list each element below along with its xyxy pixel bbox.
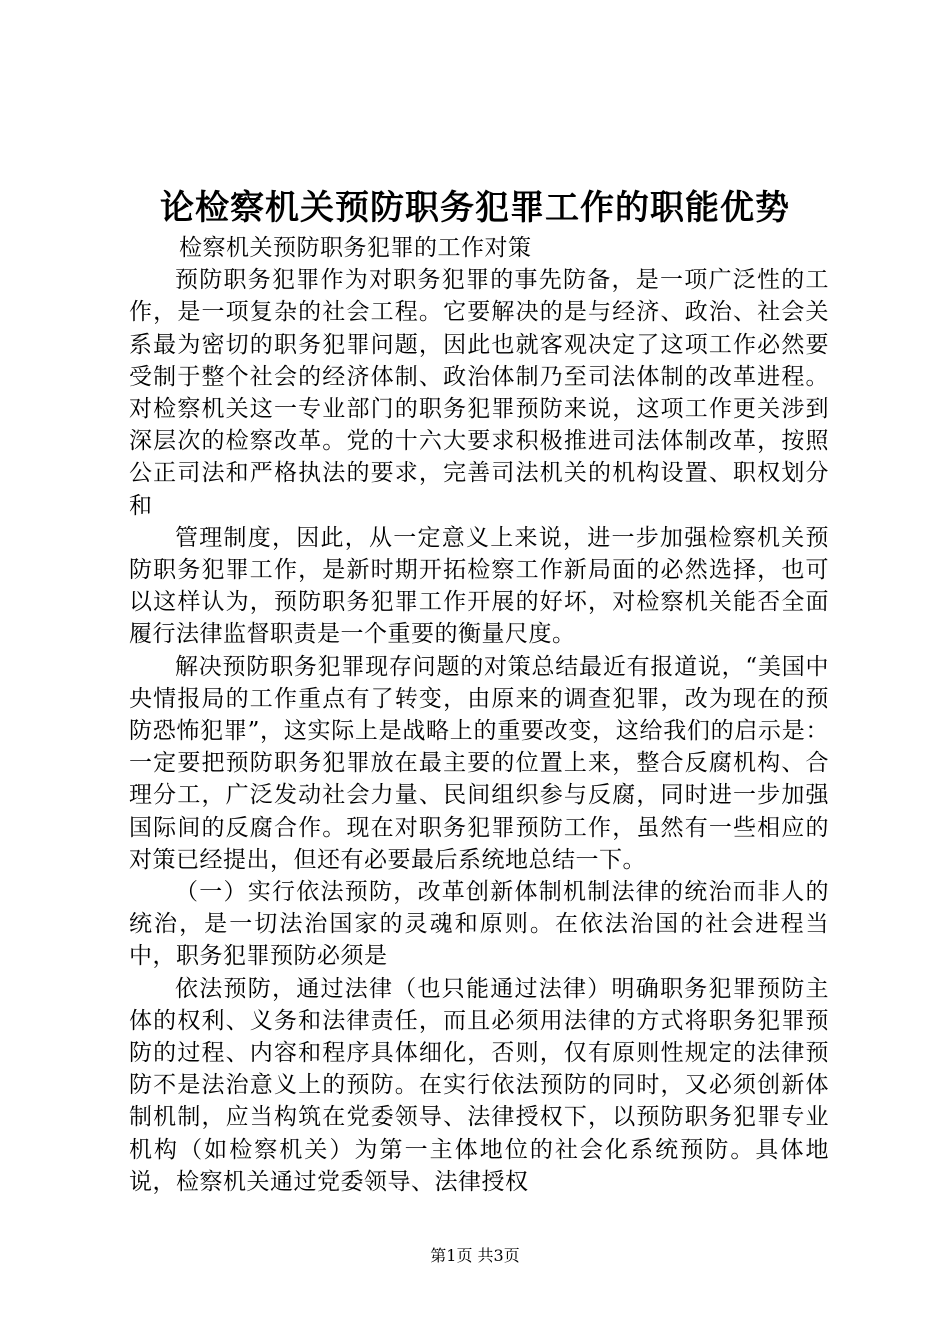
- paragraph: 预防职务犯罪作为对职务犯罪的事先防备，是一项广泛性的工作，是一项复杂的社会工程。它要解决的是与经济、政治、社会关系最为密切的职务犯罪问题，因此也就客观决定了这项工作必然要受制于整个社会的经济体制、政治体制乃至司法体制的改革进程。对检察机关这一专业部门的职务犯罪预防来说，这项工作更关涉到深层次的检察改革。党的十六大要求积极推进司法体制改革，按照公正司法和严格执法的要求，完善司法机关的机构设置、职权划分和: [129, 267, 829, 519]
- document-subtitle: 检察机关预防职务犯罪的工作对策: [179, 235, 532, 261]
- paragraph: （一）实行依法预防，改革创新体制机制法律的统治而非人的统治，是一切法治国家的灵魂和原则。在依法治国的社会进程当中，职务犯罪预防必须是: [129, 879, 829, 970]
- document-title: 论检察机关预防职务犯罪工作的职能优势: [160, 188, 790, 228]
- paragraph: 管理制度，因此，从一定意义上来说，进一步加强检察机关预防职务犯罪工作，是新时期开拓检察工作新局面的必然选择，也可以这样认为，预防职务犯罪工作开展的好坏，对检察机关能否全面履行法律监督职责是一个重要的衡量尺度。: [129, 524, 829, 648]
- paragraph: 依法预防，通过法律（也只能通过法律）明确职务犯罪预防主体的权利、义务和法律责任，而且必须用法律的方式将职务犯罪预防的过程、内容和程序具体细化，否则，仅有原则性规定的法律预防不是法治意义上的预防。在实行依法预防的同时，又必须创新体制机制，应当构筑在党委领导、法律授权下，以预防职务犯罪专业机构（如检察机关）为第一主体地位的社会化系统预防。具体地说，检察机关通过党委领导、法律授权: [129, 975, 829, 1195]
- page-number: 第1页 共3页: [430, 1246, 520, 1265]
- paragraph: 解决预防职务犯罪现存问题的对策总结最近有报道说，“美国中央情报局的工作重点有了转变，由原来的调查犯罪，改为现在的预防恐怖犯罪”，这实际上是战略上的重要改变，这给我们的启示是：一定要把预防职务犯罪放在最主要的位置上来，整合反腐机构、合理分工，广泛发动社会力量、民间组织参与反腐，同时进一步加强国际间的反腐合作。现在对职务犯罪预防工作，虽然有一些相应的对策已经提出，但还有必要最后系统地总结一下。: [129, 653, 829, 873]
- document-body: [129, 232, 829, 1198]
